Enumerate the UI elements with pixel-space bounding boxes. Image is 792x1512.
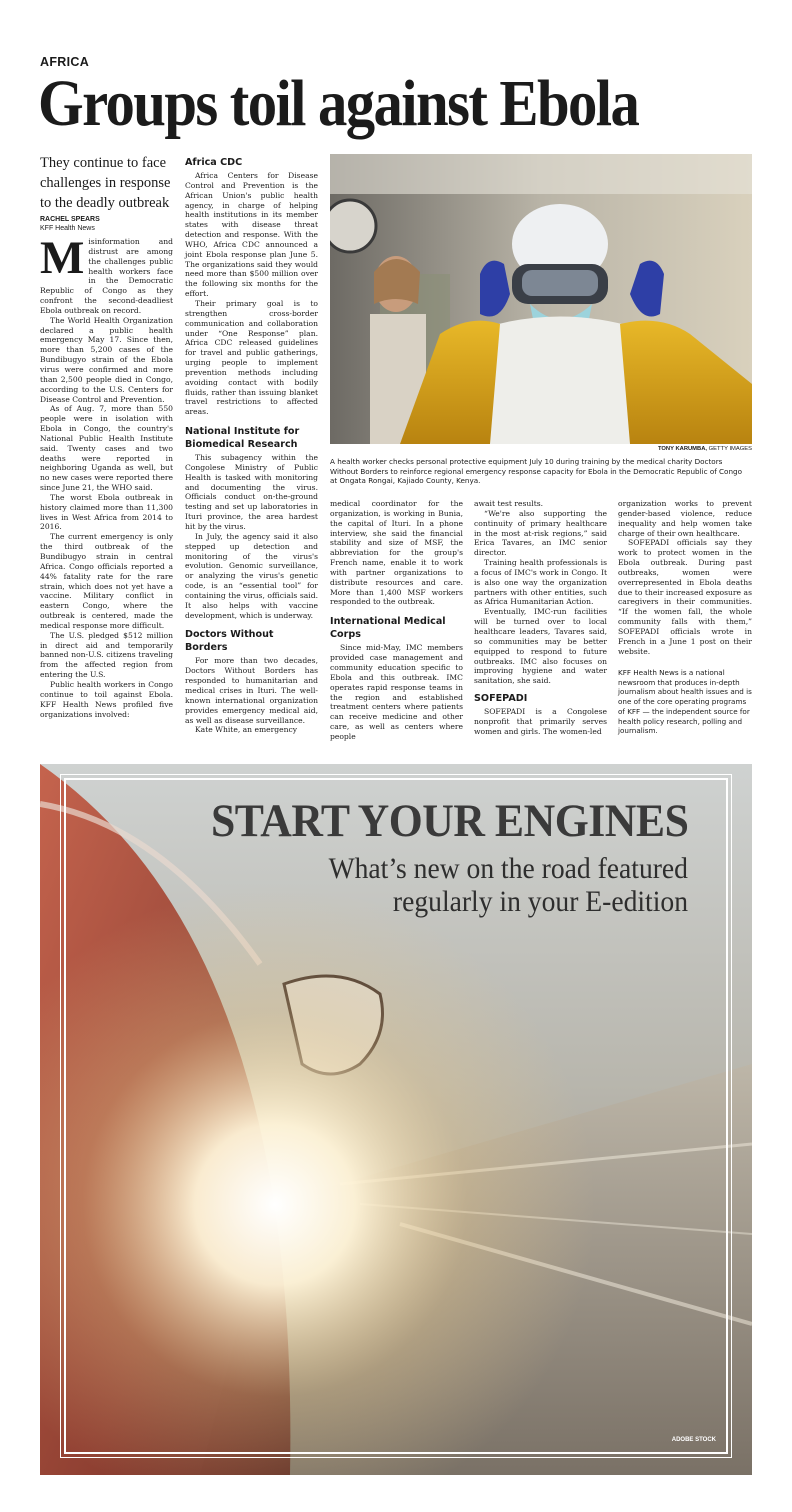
article-column-4 xyxy=(474,499,607,737)
paragraph: This subagency within the Congolese Ministry of Public Health is tasked with monitoring and documenting the virus. Officials conduct on-the-ground testing and set up laboratories in Ituri province, the area hardest hit by the virus. xyxy=(185,453,318,531)
paragraph: Training health professionals is a focus of IMC's work in Congo. It is also one way the organization partners with other entities, such as Africa Humanitarian Action. xyxy=(474,558,607,607)
paragraph: The current emergency is only the third outbreak of the Bundibugyo strain in central Africa. Congo officials reported a 44% fatality rate for the rare strain, which does not yet have a vaccine. Military conflict in eastern Congo, where the outbreak is centered, made the medical response more difficult. xyxy=(40,532,173,630)
paragraph: Their primary goal is to strengthen cross-border communication and collaboration under “One Response” plan. Africa CDC released guidelines for travel and public gatherings, urging people to implement prevention methods including avoiding contact with bodily fluids, rather than issuing blanket travel restrictions to affected areas. xyxy=(185,298,318,417)
article-column-3 xyxy=(330,499,463,742)
photo-credit: TONY KARUMBA, GETTY IMAGES xyxy=(657,446,752,452)
paragraph: Africa Centers for Disease Control and Prevention is the African Union's public health agency, in charge of helping health institutions in its member states with disease threat detection and response. With the WHO, Africa CDC announced a joint Ebola response plan June 5. The organizations said they would need more than $500 million over the following six months for the effort. xyxy=(185,171,318,299)
advertisement xyxy=(40,764,752,1475)
article-column-2 xyxy=(185,156,318,735)
paragraph: The World Health Organization declared a public health emergency May 17. Since then, more than 5,200 cases of the Bundibugyo strain of the Ebola virus were confirmed and more than 2,500 people died in Congo, according to the U.S. Centers for Disease Control and Prevention. xyxy=(40,315,173,404)
subhead-africa-cdc: Africa CDC xyxy=(185,157,243,168)
kff-tagline: KFF Health News is a national newsroom that produces in-depth journalism about health issues and is one of the core operating programs of KFF — the independent source for health policy research, polling and journalism. xyxy=(618,668,752,736)
subhead-sofepadi: SOFEPADI xyxy=(474,693,528,705)
paragraph: Since mid-May, IMC members provided case management and community education specific to Ebola and this outbreak. IMC operates rapid response teams in the region and established treatment centers where patients can receive medicine and other care, as well as centers where people xyxy=(330,643,463,741)
paragraph: “We're also supporting the continuity of primary healthcare in the most at-risk regions,” said Erica Tavares, an IMC senior director. xyxy=(474,508,607,558)
paragraph: await test results. xyxy=(474,499,544,508)
news-photo xyxy=(330,154,752,444)
deck: They continue to face challenges in response to the deadly outbreak xyxy=(40,155,171,211)
paragraph: As of Aug. 7, more than 550 people were in isolation with Ebola in Congo, the country's National Public Health Institute said. Twenty cases and two deaths were reported in neighboring Uganda as well, but no new cases were reported there since June 21, the WHO said. xyxy=(40,404,173,493)
ad-photo-credit: ADOBE STOCK xyxy=(671,1437,716,1443)
byline-org: KFF Health News xyxy=(40,225,95,232)
paragraph: The U.S. pledged $512 million in direct aid and temporarily banned non-U.S. citizens traveling from the affected region from entering the U.S. xyxy=(40,630,173,680)
headline: Groups toil against Ebola xyxy=(38,67,639,140)
article-column-5 xyxy=(618,499,752,657)
subhead-international-medical-corps: International Medical Corps xyxy=(330,616,446,641)
paragraph: SOFEPADI is a Congolese nonprofit that primarily serves women and girls. The women-led xyxy=(474,707,607,736)
paragraph: organization works to prevent gender-based violence, reduce inequality and help women take charge of their own healthcare. xyxy=(618,499,752,538)
photo-caption: A health worker checks personal protective equipment July 10 during training by the medical charity Doctors Without Borders to reinforce regional emergency response capacity for Ebola in the Democratic Republic of Congo at Ongata Rongai, Kajiado County, Kenya. xyxy=(330,457,742,486)
byline-name: RACHEL SPEARS xyxy=(40,216,100,223)
paragraph: Public health workers in Congo continue to toil against Ebola. KFF Health News profiled five organizations involved: xyxy=(40,679,173,719)
paragraph: SOFEPADI officials say they work to protect women in the Ebola outbreak. During past outbreaks, women were overrepresented in Ebola deaths due to their increased exposure as caregivers in their communities. “If the women fall, the whole community falls with them,” SOFEPADI officials wrote in French in a June 1 post on their website. xyxy=(618,538,752,656)
health-worker-illustration xyxy=(330,154,752,444)
section-label: AFRICA xyxy=(40,55,90,69)
paragraph: medical coordinator for the organization, is working in Bunia, the capital of Ituri. In a phone interview, she said the financial stability and size of MSF, the abbreviation for the group's French name, enable it to work with partner organizations to distribute resources and care. More than 1,400 MSF workers responded to the outbreak. xyxy=(330,499,463,607)
subhead-doctors-without-borders: Doctors Without Borders xyxy=(185,629,274,654)
dropcap: M xyxy=(40,232,85,284)
paragraph: Kate White, an emergency xyxy=(195,725,298,735)
paragraph: In July, the agency said it also stepped up detection and monitoring of the virus's evolution. Genomic surveillance, or analyzing the virus's genetic code, is an “essential tool” for containing the virus, officials said. It also helps with vaccine development, which is underway. xyxy=(185,531,318,620)
ad-subtitle: What’s new on the road featured regularly in your E-edition xyxy=(328,852,688,918)
ad-title: START YOUR ENGINES xyxy=(210,795,688,847)
paragraph: Eventually, IMC-run facilities will be turned over to local healthcare leaders, Tavares said, so communities may be better equipped to respond to future outbreaks. IMC also focuses on improving hygiene and water sanitation, she said. xyxy=(474,607,607,686)
article-column-1 xyxy=(40,232,173,719)
paragraph: The worst Ebola outbreak in history claimed more than 11,300 lives in West Africa from 2014 to 2016. xyxy=(40,492,173,532)
lead-paragraph: Misinformation and distrust are among the challenges public health workers face in the Democratic Republic of Congo as they confront the second-deadliest Ebola outbreak on record. xyxy=(40,232,173,315)
subhead-biomedical-research: National Institute for Biomedical Research xyxy=(185,426,300,451)
paragraph: For more than two decades, Doctors Without Borders has responded to humanitarian and medical crises in Ituri. The well-known international organization provides emergency medical aid, as well as disease surveillance. xyxy=(185,656,318,725)
